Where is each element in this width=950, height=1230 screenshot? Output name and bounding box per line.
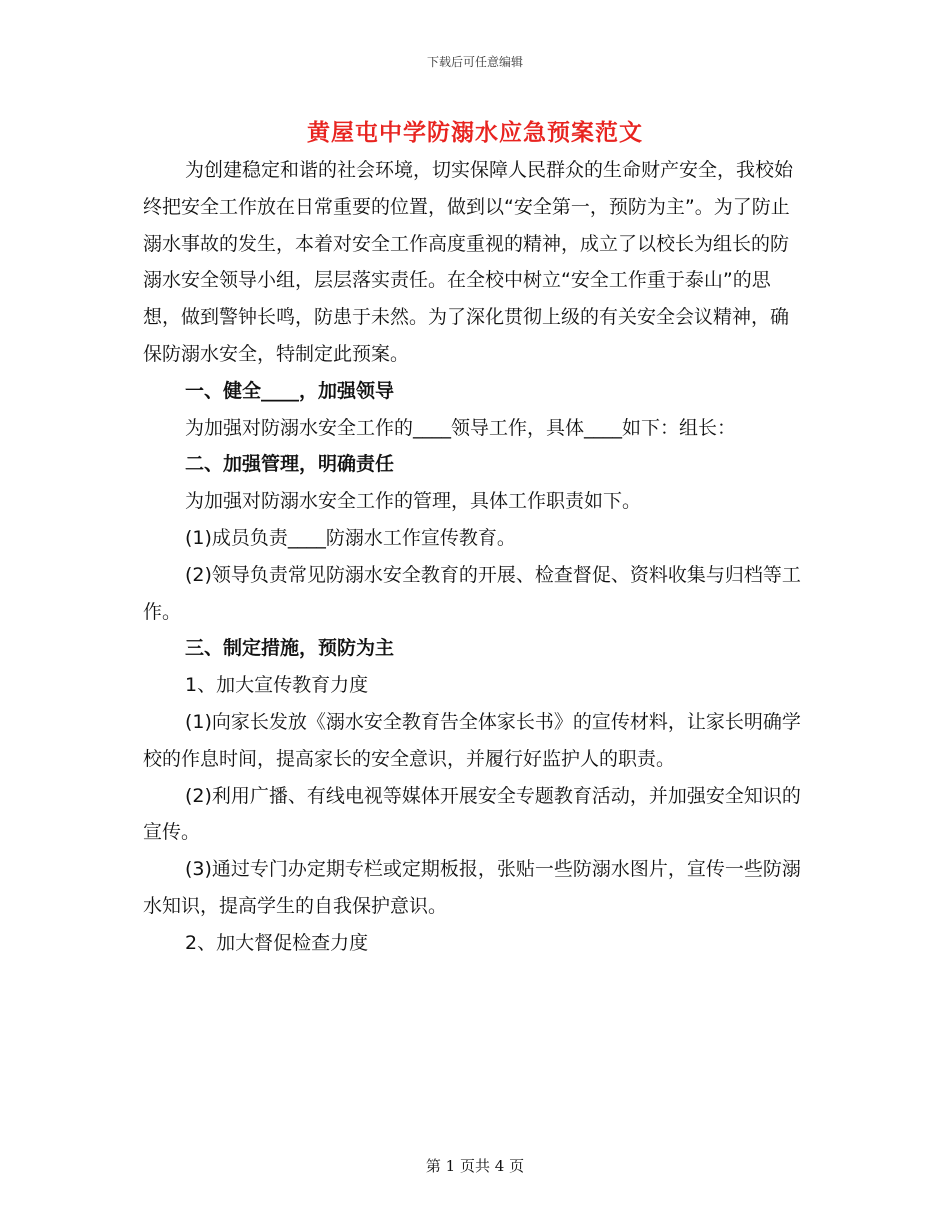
section-2-paragraph: 为加强对防溺水安全工作的管理，具体工作职责如下。 <box>185 490 642 513</box>
subsection-1-item-3: (3)通过专门办定期专栏或定期板报，张贴一些防溺水图片，宣传一些防溺水知识，提高学生的自我保护意识。 <box>143 858 801 917</box>
section-heading-1: 一、健全____，加强领导 <box>185 379 395 402</box>
section-1-paragraph: 为加强对防溺水安全工作的____领导工作，具体____如下：组长： <box>185 416 737 439</box>
subsection-heading-2: 2、加大督促检查力度 <box>185 931 369 954</box>
section-heading-2: 二、加强管理，明确责任 <box>185 453 395 476</box>
document-body <box>143 152 807 962</box>
header-note: 下载后可任意编辑 <box>426 55 523 69</box>
subsection-1-item-1: (1)向家长发放《溺水安全教育告全体家长书》的宣传材料，让家长明确学校的作息时间，提高家长的安全意识，并履行好监护人的职责。 <box>143 710 801 770</box>
section-2-item-2: (2)领导负责常见防溺水安全教育的开展、检查督促、资料收集与归档等工作。 <box>143 563 801 623</box>
subsection-1-item-2: (2)利用广播、有线电视等媒体开展安全专题教育活动，并加强安全知识的宣传。 <box>143 784 801 844</box>
section-2-item-1: (1)成员负责____防溺水工作宣传教育。 <box>185 526 516 549</box>
intro-paragraph: 为创建稳定和谐的社会环境，切实保障人民群众的生命财产安全，我校始终把安全工作放在日常重要的位置，做到以“安全第一，预防为主”。为了防止溺水事故的发生，本着对安全工作高度重视的精神，成立了以校长为组长的防溺水安全领导小组，层层落实责任。在全校中树立“安全工作重于泰山”的思想，做到警钟长鸣，防患于未然。为了深化贯彻上级的有关安全会议精神，确保防溺水安全，特制定此预案。 <box>143 159 794 365</box>
page-number: 第 1 页共 4 页 <box>425 1157 525 1175</box>
subsection-heading-1: 1、加大宣传教育力度 <box>185 674 369 697</box>
section-heading-3: 三、制定措施，预防为主 <box>185 637 395 660</box>
document-title: 黄屋屯中学防溺水应急预案范文 <box>307 120 643 146</box>
